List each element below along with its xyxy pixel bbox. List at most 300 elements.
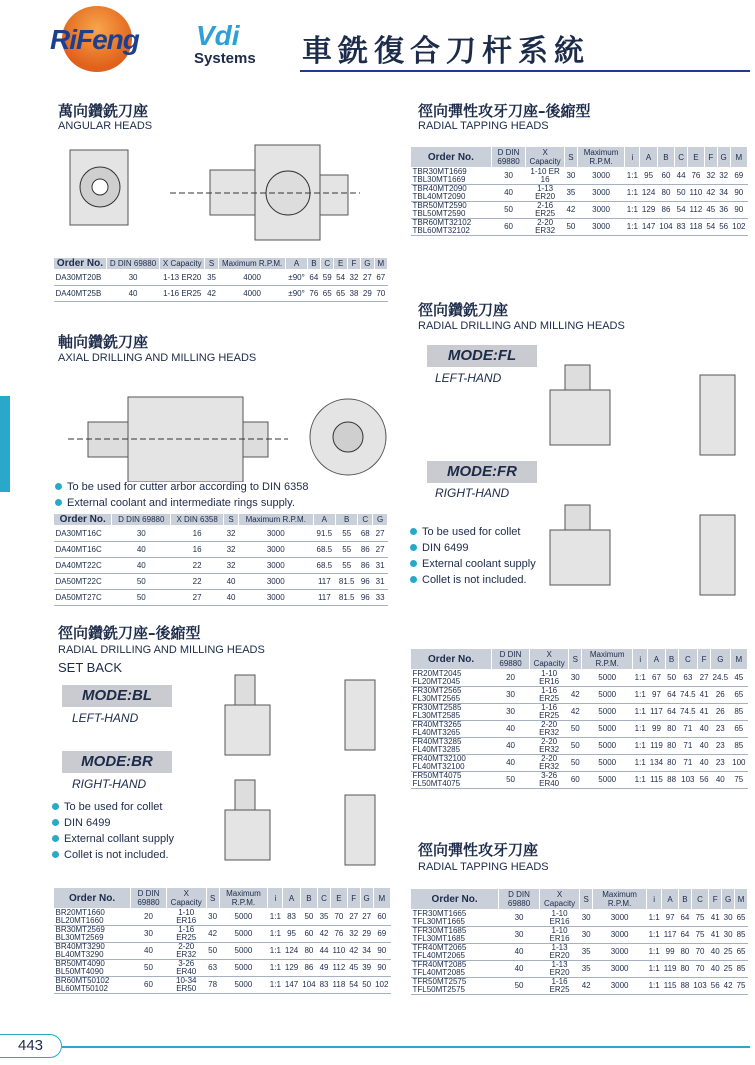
table-cell: 83 — [283, 909, 300, 926]
fr-notes — [410, 524, 536, 588]
section-subtitle-tapping-setback: RADIAL TAPPING HEADS — [418, 120, 549, 132]
table-cell: 54 — [675, 202, 688, 219]
table-cell: 5000 — [582, 755, 633, 772]
table-cell: 97 — [648, 687, 665, 704]
table-header-cell: E — [334, 258, 347, 270]
table-header-cell: C — [691, 889, 708, 910]
table-row — [411, 185, 748, 202]
note-item: External coolant and intermediate rings supply. — [55, 495, 309, 511]
table-cell: 3000 — [238, 574, 313, 590]
table-cell: 2-20 ER32 — [529, 738, 568, 755]
table-header-cell: D DIN 69880 — [499, 889, 540, 910]
table-cell: 119 — [662, 961, 679, 978]
table-cell: 86 — [358, 558, 373, 574]
table-row — [54, 977, 391, 994]
table-header-cell: B — [336, 514, 358, 526]
table-header-cell: X Capacity — [539, 889, 579, 910]
table-cell: 60 — [373, 909, 390, 926]
table-cell: 30 — [580, 927, 593, 944]
table-header-cell: F — [347, 888, 360, 909]
table-cell: 40 — [491, 185, 526, 202]
table-row — [411, 910, 748, 927]
section-title-tapping: 徑向彈性攻牙刀座 — [418, 841, 539, 859]
table-cell: FR30MT2565 FL30MT2565 — [411, 687, 492, 704]
table-cell: 40 — [131, 943, 167, 960]
table-cell: 1:1 — [633, 738, 648, 755]
mode-fl-badge: MODE:FL — [427, 345, 537, 367]
table-cell: 115 — [662, 978, 679, 995]
table-header-cell: A — [283, 888, 300, 909]
table-cell: 30 — [106, 270, 159, 286]
table-header-cell: G — [361, 258, 374, 270]
table-cell: FR40MT3285 FL40MT3285 — [411, 738, 492, 755]
table-cell: 3000 — [593, 961, 647, 978]
table-cell: 90 — [730, 185, 747, 202]
table-cell: 68 — [358, 526, 373, 542]
table-header-cell: Maximum R.P.M. — [577, 147, 624, 168]
table-cell: 27 — [361, 270, 374, 286]
table-cell: 59 — [321, 270, 334, 286]
table-row — [54, 943, 391, 960]
table-cell: 1:1 — [647, 927, 662, 944]
table-cell: 1-16 ER25 — [539, 978, 579, 995]
table-row — [411, 202, 748, 219]
table-cell: 42 — [564, 202, 577, 219]
table-row — [54, 926, 391, 943]
table-cell: 95 — [640, 168, 657, 185]
table-header-cell: F — [709, 889, 722, 910]
table-cell: 80 — [665, 721, 678, 738]
table-cell: 78 — [206, 977, 219, 994]
table-cell: FR40MT32100 FL40MT32100 — [411, 755, 492, 772]
table-cell: 3-26 ER40 — [166, 960, 206, 977]
table-cell: 30 — [499, 927, 540, 944]
table-cell: 25 — [722, 944, 735, 961]
table-cell: 55 — [336, 542, 358, 558]
table-cell: 86 — [300, 960, 317, 977]
table-header-cell: Maximum R.P.M. — [219, 888, 268, 909]
table-header-cell: S — [580, 889, 593, 910]
table-cell: 85 — [735, 961, 748, 978]
table-header-cell: G — [722, 889, 735, 910]
table-cell: 91.5 — [313, 526, 335, 542]
table-header-cell: B — [678, 889, 691, 910]
table-header-cell: Order No. — [54, 888, 131, 909]
table-cell: 5000 — [582, 687, 633, 704]
table-cell: 5000 — [219, 960, 268, 977]
table-cell: 30 — [491, 168, 526, 185]
table-cell: 20 — [492, 670, 530, 687]
vdi-systems: Systems — [194, 50, 256, 67]
table-cell: 80 — [300, 943, 317, 960]
table-cell: 117 — [313, 574, 335, 590]
table-cell: 56 — [698, 772, 711, 789]
table-cell: 49 — [318, 960, 331, 977]
setback-drawing — [205, 660, 385, 870]
table-header-cell: S — [569, 649, 582, 670]
table-header-cell: S — [224, 514, 239, 526]
table-cell: 32 — [224, 542, 239, 558]
table-header-cell: S — [206, 888, 219, 909]
table-cell: 40 — [499, 944, 540, 961]
table-row — [411, 738, 748, 755]
table-cell: 35 — [318, 909, 331, 926]
table-cell: 40 — [492, 755, 530, 772]
table-cell: TFR40MT2065 TFL40MT2065 — [411, 944, 499, 961]
note-item: External collant supply — [52, 831, 174, 847]
table-cell: BR60MT50102 BL60MT50102 — [54, 977, 131, 994]
table-header-cell: C — [675, 147, 688, 168]
note-item: Collet is not included. — [410, 572, 536, 588]
table-cell: 44 — [675, 168, 688, 185]
table-cell: 40 — [112, 558, 171, 574]
table-cell: 3000 — [577, 219, 624, 236]
table-row — [54, 558, 388, 574]
table-header-cell: A — [640, 147, 657, 168]
table-cell: 35 — [580, 944, 593, 961]
table-cell: 118 — [331, 977, 348, 994]
table-cell: 75 — [730, 772, 747, 789]
table-cell: 129 — [283, 960, 300, 977]
table-cell: 69 — [373, 926, 390, 943]
table-header-cell: G — [717, 147, 730, 168]
tapping-setback-table — [410, 146, 748, 236]
table-header-cell: C — [678, 649, 698, 670]
table-header-cell: Order No. — [54, 258, 107, 270]
table-cell: 3-26 ER40 — [529, 772, 568, 789]
table-cell: 65 — [735, 944, 748, 961]
table-header-cell: G — [373, 514, 388, 526]
table-header-cell: A — [662, 889, 679, 910]
table-cell: 64 — [678, 910, 691, 927]
table-cell: BR20MT1660 BL20MT1660 — [54, 909, 131, 926]
table-cell: 35 — [205, 270, 218, 286]
table-cell: 34 — [717, 185, 730, 202]
table-cell: 3000 — [577, 168, 624, 185]
table-cell: 40 — [499, 961, 540, 978]
table-cell: 42 — [206, 926, 219, 943]
table-cell: 56 — [717, 219, 730, 236]
mode-fr-badge: MODE:FR — [427, 461, 537, 483]
table-cell: BR40MT3290 BL40MT3290 — [54, 943, 131, 960]
table-header-cell: D DIN 69880 — [106, 258, 159, 270]
table-cell: 117 — [662, 927, 679, 944]
table-cell: 42 — [318, 926, 331, 943]
table-cell: 1-10 ER16 — [166, 909, 206, 926]
table-row — [54, 526, 388, 542]
table-cell: 88 — [665, 772, 678, 789]
table-cell: 31 — [373, 574, 388, 590]
table-cell: 3000 — [593, 944, 647, 961]
table-cell: 1-16 ER25 — [529, 704, 568, 721]
table-row — [54, 590, 388, 606]
table-cell: 40 — [698, 721, 711, 738]
table-cell: 81.5 — [336, 590, 358, 606]
table-cell: 5000 — [582, 772, 633, 789]
table-header-cell: D DIN 69880 — [112, 514, 171, 526]
table-cell: 1:1 — [633, 755, 648, 772]
footer-rule — [62, 1046, 750, 1048]
table-cell: 50 — [206, 943, 219, 960]
table-cell: 80 — [678, 944, 691, 961]
table-cell: 32 — [704, 168, 717, 185]
table-cell: 41 — [709, 910, 722, 927]
table-cell: 99 — [648, 721, 665, 738]
table-cell: 80 — [665, 738, 678, 755]
table-header-cell: X Capacity — [166, 888, 206, 909]
table-cell: 65 — [730, 687, 747, 704]
table-cell: 24.5 — [711, 670, 731, 687]
note-item: Collet is not included. — [52, 847, 174, 863]
mode-br-badge: MODE:BR — [62, 751, 172, 773]
table-cell: 20 — [131, 909, 167, 926]
table-cell: 56 — [709, 978, 722, 995]
table-cell: 124 — [283, 943, 300, 960]
table-cell: 1:1 — [625, 168, 640, 185]
table-header-cell: G — [360, 888, 373, 909]
table-cell: 5000 — [219, 943, 268, 960]
table-cell: 27 — [360, 909, 373, 926]
fr-fl-table — [410, 648, 748, 789]
table-cell: 67 — [374, 270, 387, 286]
table-cell: 50 — [300, 909, 317, 926]
table-cell: 1:1 — [625, 219, 640, 236]
table-cell: 65 — [730, 721, 747, 738]
table-header-cell: M — [730, 147, 747, 168]
table-row — [411, 704, 748, 721]
table-cell: 34 — [360, 943, 373, 960]
table-cell: 25 — [722, 961, 735, 978]
table-cell: 35 — [580, 961, 593, 978]
table-cell: 90 — [373, 960, 390, 977]
table-cell: 85 — [730, 738, 747, 755]
table-header-cell: G — [711, 649, 731, 670]
setback-table — [53, 887, 391, 994]
table-cell: 68.5 — [313, 542, 335, 558]
table-cell: 35 — [564, 185, 577, 202]
table-cell: 80 — [678, 961, 691, 978]
table-row — [411, 755, 748, 772]
table-cell: 147 — [283, 977, 300, 994]
table-cell: 50 — [131, 960, 167, 977]
table-row — [411, 670, 748, 687]
note-item: To be used for collet — [52, 799, 174, 815]
section-title-angular: 萬向鑽銑刀座 — [58, 102, 149, 120]
table-cell: 115 — [648, 772, 665, 789]
table-cell: 40 — [711, 772, 731, 789]
table-cell: 96 — [358, 574, 373, 590]
table-header-cell: C — [358, 514, 373, 526]
table-header-cell: Order No. — [54, 514, 112, 526]
table-cell: 30 — [569, 670, 582, 687]
table-cell: 30 — [112, 526, 171, 542]
table-cell: 71 — [678, 721, 698, 738]
table-cell: 32 — [347, 270, 360, 286]
table-cell: 65 — [334, 286, 347, 302]
table-cell: 1:1 — [647, 978, 662, 995]
table-cell: 31 — [373, 558, 388, 574]
table-cell: 3000 — [593, 910, 647, 927]
table-cell: 32 — [347, 926, 360, 943]
table-cell: 50 — [675, 185, 688, 202]
table-cell: FR40MT3265 FL40MT3265 — [411, 721, 492, 738]
table-cell: 23 — [711, 721, 731, 738]
table-header-cell: F — [698, 649, 711, 670]
table-cell: 29 — [361, 286, 374, 302]
table-cell: 40 — [112, 542, 171, 558]
table-cell: 70 — [374, 286, 387, 302]
table-header-cell: E — [331, 888, 348, 909]
table-cell: 64 — [665, 704, 678, 721]
table-cell: 3000 — [238, 558, 313, 574]
table-cell: 23 — [711, 755, 731, 772]
table-cell: 3000 — [238, 590, 313, 606]
table-header-cell: C — [318, 888, 331, 909]
table-header-cell: i — [647, 889, 662, 910]
table-row — [411, 721, 748, 738]
table-cell: 42 — [569, 687, 582, 704]
table-header-cell: F — [704, 147, 717, 168]
mode-bl-badge: MODE:BL — [62, 685, 172, 707]
table-cell: 50 — [564, 219, 577, 236]
table-row — [411, 772, 748, 789]
table-cell: TBR60MT32102 TBL60MT32102 — [411, 219, 492, 236]
table-cell: 26 — [711, 704, 731, 721]
table-cell: 1-10 ER16 — [539, 927, 579, 944]
setback-notes — [52, 799, 174, 863]
table-cell: 1-13 ER20 — [160, 270, 205, 286]
table-cell: DA40MT22C — [54, 558, 112, 574]
table-cell: 70 — [691, 961, 708, 978]
table-cell: 1:1 — [647, 944, 662, 961]
table-cell: 29 — [360, 926, 373, 943]
table-header-cell: i — [268, 888, 283, 909]
table-cell: 95 — [283, 926, 300, 943]
table-cell: 90 — [730, 202, 747, 219]
table-cell: 40 — [106, 286, 159, 302]
table-cell: 96 — [358, 590, 373, 606]
table-cell: 112 — [688, 202, 705, 219]
table-cell: 90 — [373, 943, 390, 960]
table-cell: 22 — [171, 558, 224, 574]
table-cell: 1-10 ER16 — [539, 910, 579, 927]
table-row — [54, 270, 388, 286]
table-header-cell: F — [347, 258, 360, 270]
table-cell: 70 — [331, 909, 348, 926]
table-cell: 32 — [224, 558, 239, 574]
table-cell: 30 — [206, 909, 219, 926]
table-cell: 60 — [491, 219, 526, 236]
table-cell: 83 — [675, 219, 688, 236]
table-cell: TBR50MT2590 TBL50MT2590 — [411, 202, 492, 219]
table-cell: 27 — [347, 909, 360, 926]
axial-notes — [55, 479, 309, 511]
table-cell: 5000 — [582, 721, 633, 738]
header-rule — [300, 70, 750, 72]
angular-table — [53, 257, 388, 302]
table-header-cell: B — [307, 258, 320, 270]
table-cell: 117 — [313, 590, 335, 606]
table-header-cell: Order No. — [411, 889, 499, 910]
table-cell: ±90° — [286, 270, 307, 286]
table-cell: 55 — [336, 526, 358, 542]
table-row — [411, 944, 748, 961]
table-cell: TBR40MT2090 TBL40MT2090 — [411, 185, 492, 202]
table-cell: 75 — [691, 927, 708, 944]
table-cell: 16 — [171, 542, 224, 558]
table-cell: 55 — [336, 558, 358, 574]
table-cell: 1:1 — [268, 909, 283, 926]
table-cell: 1-10 ER 16 — [526, 168, 565, 185]
right-hand-label: RIGHT-HAND — [72, 777, 147, 791]
table-cell: 104 — [657, 219, 674, 236]
left-hand-label: LEFT-HAND — [435, 371, 502, 385]
table-header-cell: Order No. — [411, 147, 492, 168]
table-row — [54, 909, 391, 926]
table-cell: FR30MT2585 FL30MT2585 — [411, 704, 492, 721]
table-cell: 45 — [730, 670, 747, 687]
table-header-cell: B — [657, 147, 674, 168]
angular-head-drawing — [60, 135, 405, 253]
table-cell: 147 — [640, 219, 657, 236]
table-header-cell: A — [286, 258, 307, 270]
table-cell: 5000 — [219, 977, 268, 994]
table-cell: 45 — [704, 202, 717, 219]
table-cell: 86 — [358, 542, 373, 558]
tapping-table — [410, 888, 748, 995]
table-header-cell: S — [205, 258, 218, 270]
table-header-cell: D DIN 69880 — [491, 147, 526, 168]
table-cell: 102 — [730, 219, 747, 236]
table-cell: DA50MT27C — [54, 590, 112, 606]
table-cell: 64 — [307, 270, 320, 286]
table-cell: 30 — [564, 168, 577, 185]
table-cell: 3000 — [238, 526, 313, 542]
table-cell: 54 — [704, 219, 717, 236]
table-cell: 97 — [662, 910, 679, 927]
table-header-cell: B — [300, 888, 317, 909]
table-cell: 22 — [171, 574, 224, 590]
page-title: 車銑復合刀杆系統 — [302, 34, 590, 69]
table-row — [54, 960, 391, 977]
table-cell: 30 — [492, 704, 530, 721]
table-cell: 27 — [373, 542, 388, 558]
table-cell: 50 — [112, 590, 171, 606]
table-header-cell: C — [321, 258, 334, 270]
table-cell: TFR30MT1665 TFL30MT1665 — [411, 910, 499, 927]
table-cell: 27 — [373, 526, 388, 542]
table-cell: 42 — [580, 978, 593, 995]
table-cell: 88 — [678, 978, 691, 995]
table-cell: 3000 — [593, 927, 647, 944]
table-cell: 112 — [331, 960, 348, 977]
table-cell: 99 — [662, 944, 679, 961]
left-hand-label: LEFT-HAND — [72, 711, 139, 725]
table-cell: 1:1 — [633, 704, 648, 721]
table-cell: 45 — [347, 960, 360, 977]
table-header-cell: i — [625, 147, 640, 168]
table-cell: 1-13 ER20 — [539, 961, 579, 978]
table-cell: 4000 — [218, 286, 286, 302]
table-cell: DA50MT22C — [54, 574, 112, 590]
table-cell: 3000 — [577, 185, 624, 202]
table-cell: 1:1 — [647, 910, 662, 927]
table-header-cell: X Capacity — [529, 649, 568, 670]
table-header-cell: E — [688, 147, 705, 168]
table-header-cell: Order No. — [411, 649, 492, 670]
table-cell: 42 — [722, 978, 735, 995]
table-row — [411, 961, 748, 978]
